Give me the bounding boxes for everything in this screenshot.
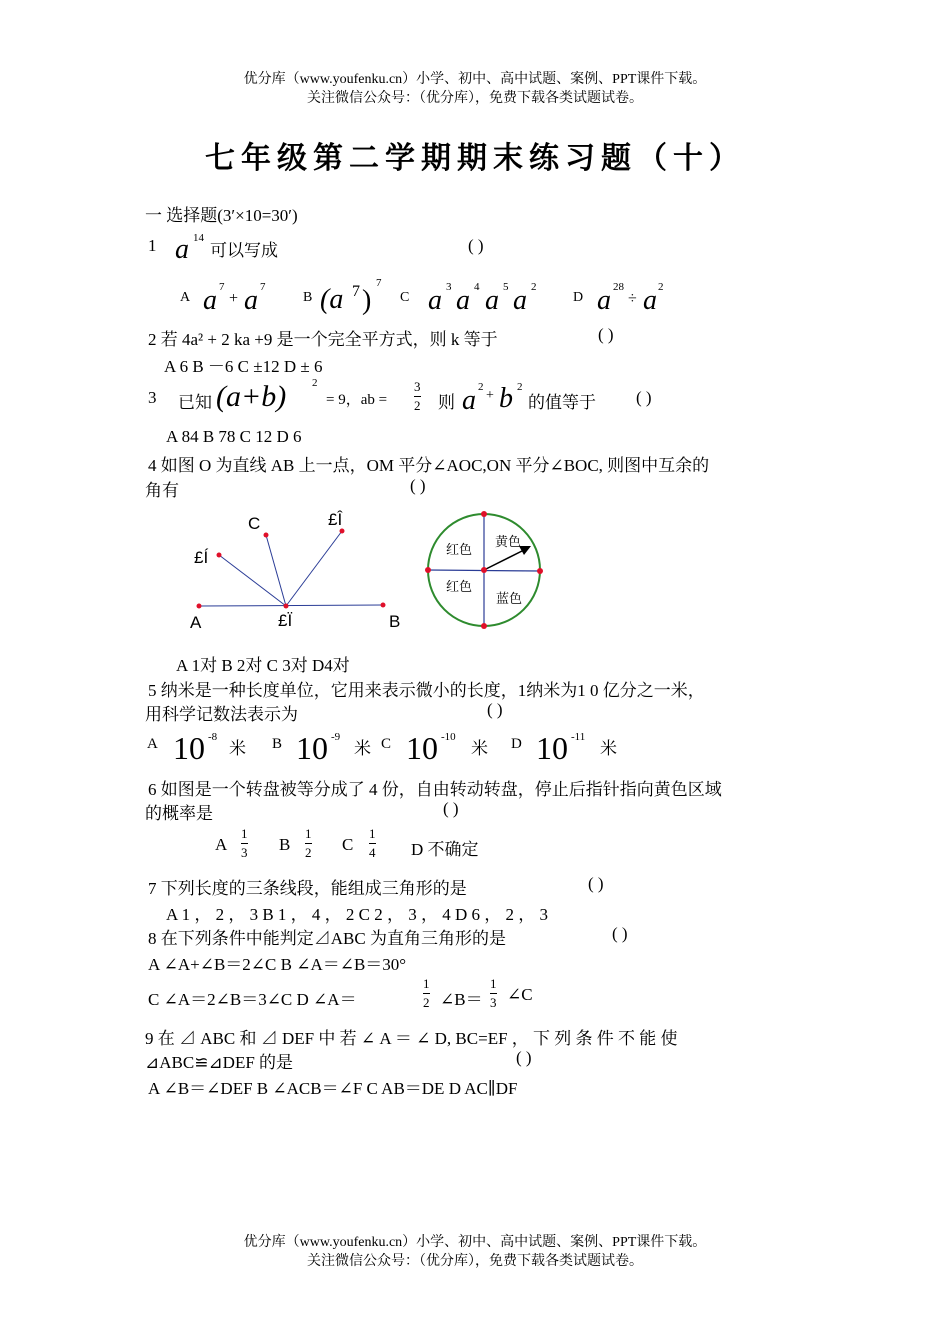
header-line-1: 优分库（www.youfenku.cn）小学、初中、高中试题、案例、PPT课件下载。 — [243, 72, 707, 87]
q1-paren: ( ) — [468, 236, 484, 255]
q6-paren: ( ) — [443, 799, 459, 818]
q1-opt-a-exp1: 7 — [219, 281, 225, 293]
q1-opt-b-close: ) — [362, 285, 372, 316]
q1-opt-d-a1: a — [597, 285, 611, 316]
q1-exp: 14 — [193, 232, 204, 244]
q5-paren: ( ) — [487, 700, 503, 719]
q1-opt-c-a3: a — [485, 285, 499, 316]
q4-line2: 角有 — [145, 481, 179, 500]
q1-opt-a-label: A — [180, 290, 191, 305]
q5-opt-a-label: A — [147, 736, 158, 752]
q1-opt-c-a4: a — [513, 285, 527, 316]
q1-opt-c-exp1: 3 — [446, 281, 452, 293]
q6-opt-c-label: C — [342, 835, 354, 854]
q3-frac-num: 3 — [414, 379, 421, 394]
q5-opt-c-exp: -10 — [441, 731, 456, 743]
q3-exp: 2 — [312, 377, 318, 389]
q8-mid: ∠B＝ — [440, 990, 483, 1009]
q1-opt-c-exp3: 5 — [503, 281, 509, 293]
header-line-2: 关注微信公众号：（优分库），免费下载各类试题试卷。 — [307, 91, 643, 106]
q1-opt-c-exp4: 2 — [531, 281, 537, 293]
q1-number: 1 — [148, 236, 157, 255]
q8-paren: ( ) — [612, 924, 628, 943]
q6-opt-c-fraction — [369, 825, 376, 862]
spinner-dot-left — [425, 567, 431, 573]
q5-opt-b-ten: 10 — [296, 730, 328, 766]
q1-base: a — [175, 234, 189, 265]
q1-opt-a-base2: a — [244, 285, 258, 316]
q5-opt-b-unit: 米 — [354, 739, 371, 758]
q4-paren: ( ) — [410, 476, 426, 495]
q3-b: b — [499, 383, 513, 414]
spinner-label-red-bottom: 红色 — [446, 579, 473, 594]
q5-opt-b-label: B — [272, 736, 283, 752]
q6-opt-a-fraction — [241, 825, 248, 862]
q3-expr: (a+b) — [216, 380, 287, 413]
q8-options-ab: A ∠A+∠B＝2∠C B ∠A＝∠B＝30° — [148, 955, 407, 974]
spinner-pointer — [484, 550, 524, 570]
q3-eq: = 9，ab = — [326, 392, 388, 408]
q6-c-num: 1 — [369, 826, 376, 841]
q7-text: 7 下列长度的三条线段，能组成三角形的是 — [148, 879, 467, 898]
spinner-figure — [420, 505, 550, 630]
q1-opt-d-label: D — [573, 290, 584, 305]
q3-fraction — [414, 378, 421, 415]
q5-opt-c-ten: 10 — [406, 730, 438, 766]
q7-options: A 1 ， 2 ， 3 B 1 ， 4 ， 2 C 2 ， 3 ， 4 D 6 ， 2 ， 3 — [166, 905, 549, 924]
label-o: £Ï — [278, 611, 293, 630]
q1-text: 可以写成 — [210, 241, 278, 260]
q3-paren: ( ) — [636, 388, 652, 407]
q6-b-den: 2 — [305, 845, 312, 860]
q8-frac2-den: 3 — [490, 995, 497, 1010]
q3-then: 则 — [438, 393, 455, 412]
angle-figure — [180, 500, 420, 640]
q6-opt-b-label: B — [279, 835, 291, 854]
q6-line1: 6 如图是一个转盘被等分成了 4 份，自由转动转盘，停止后指针指向黄色区域 — [148, 780, 722, 799]
q7-paren: ( ) — [588, 874, 604, 893]
point-m — [217, 553, 222, 558]
spinner-label-blue: 蓝色 — [496, 591, 523, 606]
q2-paren: ( ) — [598, 325, 614, 344]
q1-opt-b-exp: 7 — [376, 277, 382, 289]
ray-om — [219, 555, 286, 606]
q6-a-den: 3 — [241, 845, 248, 860]
q9-line1: 9 在 ⊿ ABC 和 ⊿ DEF 中 若 ∠ A ＝ ∠ D, BC=EF ， 下 列 条 件 不 能 使 — [145, 1029, 678, 1048]
q9-paren: ( ) — [516, 1048, 532, 1067]
point-n — [340, 529, 345, 534]
q6-c-den: 4 — [369, 845, 376, 860]
q8-frac1-den: 2 — [423, 995, 430, 1010]
ray-oc — [266, 535, 286, 606]
q2-text: 2 若 4a² + 2 ka +9 是一个完全平方式，则 k 等于 — [148, 330, 498, 349]
q1-opt-d-div: ÷ — [628, 290, 637, 307]
q4-options: A 1对 B 2对 C 3对 D4对 — [176, 656, 350, 675]
q1-opt-d-exp1: 28 — [613, 281, 624, 293]
q2-options: A 6 B －6 C ±12 D ± 6 — [164, 357, 323, 376]
q1-opt-c-a1: a — [428, 285, 442, 316]
q9-options: A ∠B＝∠DEF B ∠ACB＝∠F C AB＝DE D AC∥DF — [148, 1079, 518, 1098]
q3-options: A 84 B 78 C 12 D 6 — [166, 427, 302, 446]
footer-line-1: 优分库（www.youfenku.cn）小学、初中、高中试题、案例、PPT课件下载。 — [243, 1235, 707, 1250]
q3-known: 已知 — [178, 393, 212, 412]
q1-opt-a-base1: a — [203, 285, 217, 316]
q1-opt-b-expr: (a — [320, 284, 344, 315]
page-title: 七年级第二学期期末练习题（十） — [205, 142, 745, 175]
point-a — [197, 604, 202, 609]
label-a: A — [190, 613, 202, 632]
q3-plus: + — [486, 388, 494, 403]
q5-opt-a-exp: -8 — [208, 731, 218, 743]
ray-on — [286, 531, 342, 606]
q5-opt-d-label: D — [511, 736, 522, 752]
line-ab — [199, 605, 383, 606]
q8-text: 8 在下列条件中能判定⊿ABC 为直角三角形的是 — [148, 929, 506, 948]
q3-b-exp: 2 — [517, 381, 523, 393]
label-n: £Î — [328, 510, 343, 529]
q3-tail: 的值等于 — [528, 393, 596, 412]
q1-opt-b-inner-exp: 7 — [352, 283, 360, 300]
q8-fraction-2 — [490, 975, 497, 1012]
spinner-dot-bottom — [481, 623, 487, 629]
label-m: £Í — [194, 548, 209, 567]
spinner-dot-top — [481, 511, 487, 517]
q1-opt-c-label: C — [400, 290, 410, 305]
q1-opt-b-label: B — [303, 290, 313, 305]
spinner-label-red-top: 红色 — [446, 542, 473, 557]
point-o — [284, 604, 289, 609]
q5-opt-c-unit: 米 — [471, 739, 488, 758]
q1-opt-d-exp2: 2 — [658, 281, 664, 293]
q5-opt-c-label: C — [381, 736, 392, 752]
section-heading: 一 选择题(3′×10=30′) — [145, 206, 298, 225]
label-c: C — [248, 514, 261, 533]
spinner-dot-right — [537, 568, 543, 574]
q8-frac1-num: 1 — [423, 976, 430, 991]
q9-line2: ⊿ABC≌⊿DEF 的是 — [145, 1053, 294, 1072]
point-b — [381, 603, 386, 608]
q6-b-num: 1 — [305, 826, 312, 841]
q8-option-c: C ∠A＝2∠B＝3∠C D ∠A＝ — [148, 990, 357, 1009]
q5-opt-d-exp: -11 — [571, 731, 586, 743]
spinner-dot-center — [481, 567, 487, 573]
q1-opt-d-a2: a — [643, 285, 657, 316]
q3-a-exp: 2 — [478, 381, 484, 393]
q1-opt-a-plus: + — [229, 290, 239, 307]
q6-opt-d: D 不确定 — [411, 840, 479, 859]
q4-line1: 4 如图 O 为直线 AB 上一点，OM 平分∠AOC,ON 平分∠BOC, 则图中互余的 — [148, 456, 710, 475]
q6-opt-a-label: A — [215, 835, 228, 854]
q5-opt-d-ten: 10 — [536, 730, 568, 766]
q1-opt-c-a2: a — [456, 285, 470, 316]
q5-opt-b-exp: -9 — [331, 731, 341, 743]
q6-a-num: 1 — [241, 826, 248, 841]
q6-opt-b-fraction — [305, 825, 312, 862]
q8-end: ∠C — [507, 985, 533, 1004]
q1-opt-a-exp2: 7 — [260, 281, 266, 293]
spinner-label-yellow: 黄色 — [495, 534, 522, 549]
q8-fraction-1 — [423, 975, 430, 1012]
footer-line-2: 关注微信公众号：（优分库），免费下载各类试题试卷。 — [307, 1254, 643, 1269]
label-b: B — [389, 612, 401, 631]
q8-frac2-num: 1 — [490, 976, 497, 991]
q6-line2: 的概率是 — [145, 804, 213, 823]
q3-number: 3 — [148, 388, 157, 407]
q5-line1: 5 纳米是一种长度单位，它用来表示微小的长度，1纳米为1 0 亿分之一米， — [148, 681, 705, 700]
q5-opt-a-unit: 米 — [229, 739, 246, 758]
q3-a: a — [462, 385, 476, 416]
q5-opt-a-ten: 10 — [173, 730, 205, 766]
q5-line2: 用科学记数法表示为 — [145, 705, 298, 724]
q1-opt-c-exp2: 4 — [474, 281, 480, 293]
q3-frac-den: 2 — [414, 398, 421, 413]
point-c — [264, 533, 269, 538]
q5-opt-d-unit: 米 — [600, 739, 617, 758]
